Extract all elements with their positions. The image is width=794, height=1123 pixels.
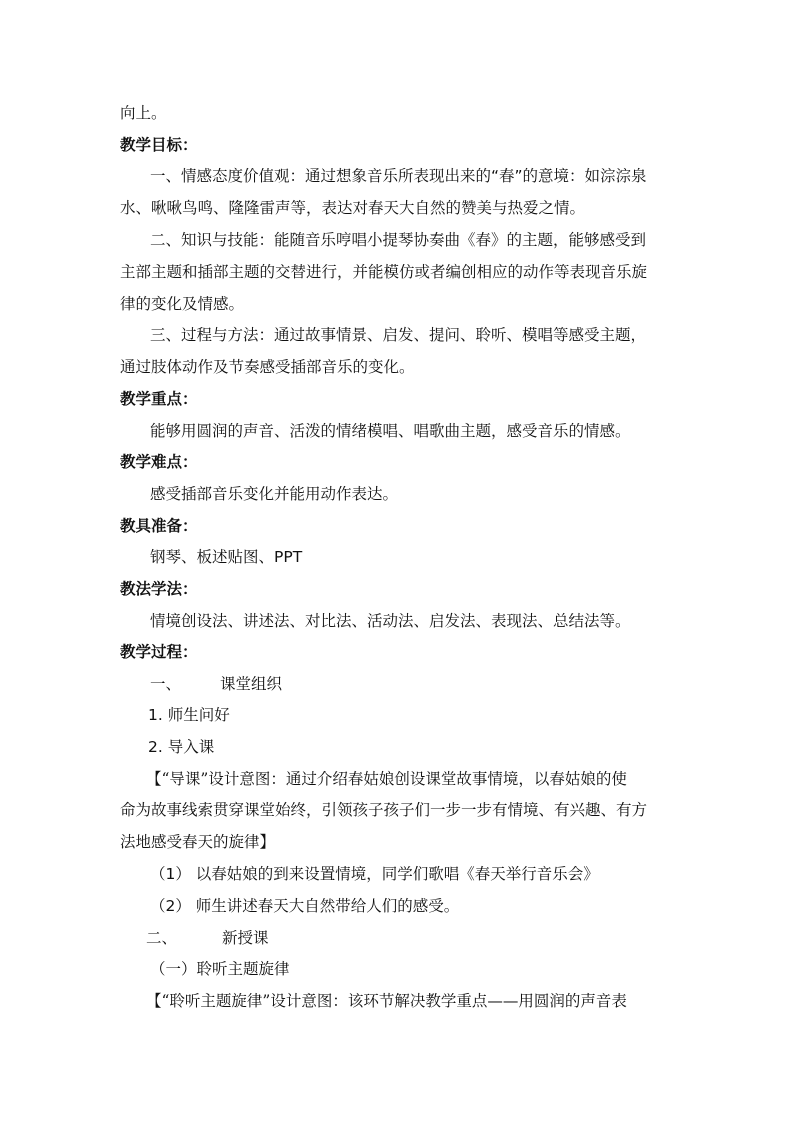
process-item-1: 1. 师生问好 [148,706,230,724]
goal-1-line-1: 一、情感态度价值观：通过想象音乐所表现出来的“春”的意境：如淙淙泉 [150,167,647,185]
heading-difficulties: 教学难点： [120,453,198,471]
design-intent-2-line-1: 【“聆听主题旋律”设计意图：该环节解决教学重点——用圆润的声音表 [146,992,627,1010]
goal-2-line-1: 二、知识与技能：能随音乐哼唱小提琴协奏曲《春》的主题，能够感受到 [150,231,647,249]
teaching-tools-text: 钢琴、板述贴图、PPT [150,548,303,566]
process-section-2-title: 新授课 [221,929,269,947]
step-2: （2） 师生讲述春天大自然带给人们的感受。 [150,897,460,915]
heading-teaching-goals: 教学目标： [120,136,198,154]
goal-1-line-2: 水、啾啾鸟鸣、隆隆雷声等，表达对春天大自然的赞美与热爱之情。 [120,199,586,217]
goal-2-line-2: 主部主题和插部主题的交替进行，并能模仿或者编创相应的动作等表现音乐旋 [120,263,648,281]
process-section-1-title: 课堂组织 [219,675,282,693]
process-section-1 [150,674,710,694]
design-intent-1-line-3: 法地感受春天的旋律】 [120,833,276,851]
heading-teaching-process: 教学过程： [120,643,198,661]
key-points-text: 能够用圆润的声音、活泼的情绪模唱、唱歌曲主题，感受音乐的情感。 [150,422,631,440]
teaching-methods-text: 情境创设法、讲述法、对比法、活动法、启发法、表现法、总结法等。 [150,612,631,630]
difficulties-text: 感受插部音乐变化并能用动作表达。 [150,485,399,503]
heading-teaching-methods: 教法学法： [120,580,198,598]
design-intent-1-line-2: 命为故事线索贯穿课堂始终，引领孩子孩子们一步一步有情境、有兴趣、有方 [120,801,648,819]
step-1: （1） 以春姑娘的到来设置情境，同学们歌唱《春天举行音乐会》 [150,865,599,883]
goal-2-line-3: 律的变化及情感。 [120,295,245,313]
goal-3-line-1: 三、过程与方法：通过故事情景、启发、提问、聆听、模唱等感受主题， [150,326,647,344]
design-intent-1-line-1: 【“导课”设计意图：通过介绍春姑娘创设课堂故事情境，以春姑娘的使 [146,770,627,788]
heading-key-points: 教学重点： [120,390,198,408]
subsection-1: （一）聆听主题旋律 [150,960,290,978]
process-section-2 [146,928,706,948]
heading-teaching-tools: 教具准备： [120,517,198,535]
paragraph-continuation: 向上。 [120,104,167,122]
process-section-2-number: 二、 [146,929,178,947]
process-section-1-number: 一、 [150,675,182,693]
process-item-2: 2. 导入课 [148,738,215,756]
goal-3-line-2: 通过肢体动作及节奏感受插部音乐的变化。 [120,358,415,376]
